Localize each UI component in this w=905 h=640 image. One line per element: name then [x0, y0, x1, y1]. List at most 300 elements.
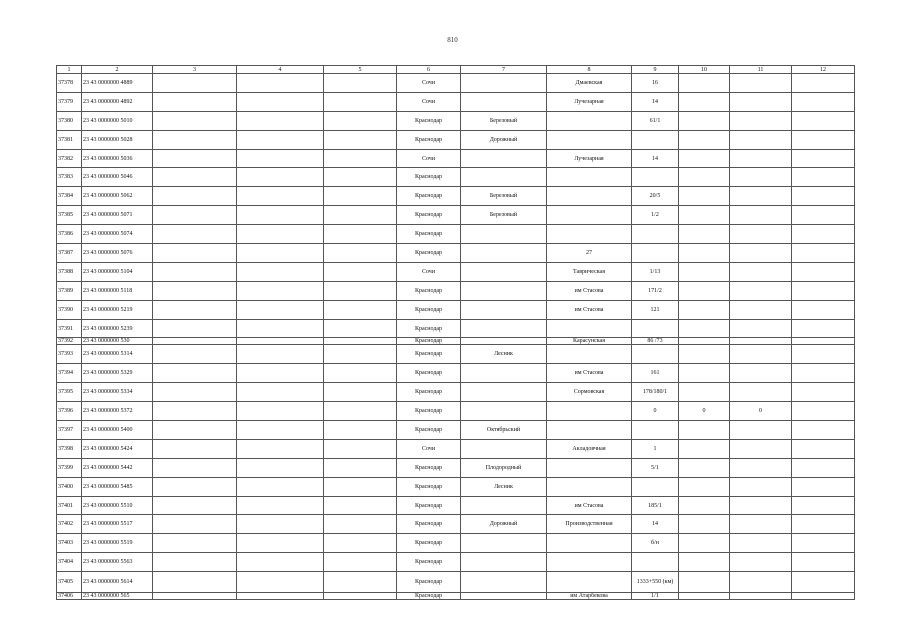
- col-10-cell: [679, 149, 730, 168]
- street-cell: им Стасова: [547, 300, 632, 319]
- district-cell: Октябрьский: [461, 421, 547, 440]
- row-number: 37390: [57, 300, 82, 319]
- col-12-cell: [792, 168, 855, 187]
- col-12-cell: [792, 458, 855, 477]
- street-cell: Производственная: [547, 515, 632, 534]
- col-5-cell: [324, 206, 397, 225]
- district-cell: Лесник: [461, 345, 547, 364]
- table-body: [57, 74, 855, 600]
- col-11-cell: [730, 281, 792, 300]
- col-12-cell: [792, 262, 855, 281]
- house-cell: 86 /73: [632, 338, 679, 345]
- col-5-cell: [324, 92, 397, 111]
- col-5-cell: [324, 345, 397, 364]
- cadastral-number: 23 43 0000000 5485: [82, 477, 153, 496]
- col-4-cell: [237, 572, 324, 593]
- col-12-cell: [792, 439, 855, 458]
- district-cell: Дорожный: [461, 515, 547, 534]
- col-4-cell: [237, 300, 324, 319]
- district-cell: [461, 439, 547, 458]
- district-cell: [461, 225, 547, 244]
- col-3-cell: [153, 300, 237, 319]
- city-cell: Краснодар: [397, 553, 461, 572]
- column-header: 10: [679, 66, 730, 74]
- street-cell: Акладовчная: [547, 439, 632, 458]
- district-cell: [461, 383, 547, 402]
- col-5-cell: [324, 262, 397, 281]
- row-number: 37400: [57, 477, 82, 496]
- col-11-cell: [730, 572, 792, 593]
- col-3-cell: [153, 439, 237, 458]
- table-row: [57, 458, 855, 477]
- row-number: 37394: [57, 364, 82, 383]
- col-4-cell: [237, 439, 324, 458]
- cadastral-number: 23 43 0000000 5071: [82, 206, 153, 225]
- col-12-cell: [792, 92, 855, 111]
- city-cell: Краснодар: [397, 206, 461, 225]
- street-cell: [547, 572, 632, 593]
- col-11-cell: [730, 515, 792, 534]
- city-cell: Краснодар: [397, 477, 461, 496]
- col-5-cell: [324, 421, 397, 440]
- col-10-cell: [679, 364, 730, 383]
- col-4-cell: [237, 149, 324, 168]
- col-12-cell: [792, 534, 855, 553]
- col-3-cell: [153, 402, 237, 421]
- house-cell: 171/2: [632, 281, 679, 300]
- street-cell: [547, 345, 632, 364]
- street-cell: им Атарбекова: [547, 593, 632, 600]
- table-row: [57, 225, 855, 244]
- col-12-cell: [792, 187, 855, 206]
- street-cell: Лучезарная: [547, 149, 632, 168]
- house-cell: 5/1: [632, 458, 679, 477]
- house-cell: [632, 225, 679, 244]
- col-11-cell: [730, 553, 792, 572]
- col-10-cell: [679, 477, 730, 496]
- city-cell: Краснодар: [397, 130, 461, 149]
- row-number: 37402: [57, 515, 82, 534]
- col-4-cell: [237, 281, 324, 300]
- city-cell: Краснодар: [397, 338, 461, 345]
- table-row: [57, 383, 855, 402]
- city-cell: Сочи: [397, 149, 461, 168]
- city-cell: Краснодар: [397, 593, 461, 600]
- cadastral-number: 23 43 0000000 5563: [82, 553, 153, 572]
- col-11-cell: [730, 319, 792, 338]
- row-number: 37406: [57, 593, 82, 600]
- row-number: 37385: [57, 206, 82, 225]
- col-4-cell: [237, 244, 324, 263]
- column-header: 5: [324, 66, 397, 74]
- col-4-cell: [237, 534, 324, 553]
- house-cell: 61/1: [632, 111, 679, 130]
- col-3-cell: [153, 111, 237, 130]
- col-12-cell: [792, 338, 855, 345]
- row-number: 37378: [57, 74, 82, 93]
- col-5-cell: [324, 319, 397, 338]
- table-row: [57, 92, 855, 111]
- street-cell: Карасунская: [547, 338, 632, 345]
- table-row: [57, 496, 855, 515]
- col-5-cell: [324, 553, 397, 572]
- district-cell: [461, 593, 547, 600]
- cadastral-number: 23 43 0000000 5442: [82, 458, 153, 477]
- col-10-cell: [679, 553, 730, 572]
- col-10-cell: [679, 206, 730, 225]
- col-4-cell: [237, 92, 324, 111]
- table-row: [57, 206, 855, 225]
- col-12-cell: [792, 130, 855, 149]
- column-header: 3: [153, 66, 237, 74]
- col-10-cell: [679, 383, 730, 402]
- col-3-cell: [153, 319, 237, 338]
- col-5-cell: [324, 515, 397, 534]
- col-11-cell: [730, 92, 792, 111]
- col-3-cell: [153, 593, 237, 600]
- district-cell: Дорожный: [461, 130, 547, 149]
- col-11-cell: [730, 168, 792, 187]
- col-4-cell: [237, 168, 324, 187]
- col-5-cell: [324, 225, 397, 244]
- column-header: 4: [237, 66, 324, 74]
- column-header: 12: [792, 66, 855, 74]
- house-cell: [632, 421, 679, 440]
- col-5-cell: [324, 338, 397, 345]
- cadastral-number: 23 43 0000000 5239: [82, 319, 153, 338]
- row-number: 37380: [57, 111, 82, 130]
- table-row: [57, 534, 855, 553]
- house-cell: 1333+550 (км): [632, 572, 679, 593]
- col-5-cell: [324, 149, 397, 168]
- cadastral-number: 23 43 0000000 5517: [82, 515, 153, 534]
- col-10-cell: [679, 111, 730, 130]
- row-number: 37383: [57, 168, 82, 187]
- col-10-cell: [679, 281, 730, 300]
- row-number: 37398: [57, 439, 82, 458]
- col-10-cell: [679, 300, 730, 319]
- district-cell: [461, 534, 547, 553]
- col-4-cell: [237, 130, 324, 149]
- col-10-cell: [679, 496, 730, 515]
- cadastral-number: 23 43 0000000 565: [82, 593, 153, 600]
- district-cell: [461, 553, 547, 572]
- district-cell: Березовый: [461, 187, 547, 206]
- col-11-cell: [730, 477, 792, 496]
- city-cell: Краснодар: [397, 300, 461, 319]
- col-11-cell: 0: [730, 402, 792, 421]
- col-10-cell: [679, 74, 730, 93]
- street-cell: Таврическая: [547, 262, 632, 281]
- table-row: [57, 421, 855, 440]
- row-number: 37396: [57, 402, 82, 421]
- col-5-cell: [324, 572, 397, 593]
- house-cell: 14: [632, 92, 679, 111]
- col-3-cell: [153, 458, 237, 477]
- col-10-cell: [679, 534, 730, 553]
- col-11-cell: [730, 244, 792, 263]
- house-cell: [632, 477, 679, 496]
- house-cell: 1/1: [632, 593, 679, 600]
- house-cell: [632, 168, 679, 187]
- house-cell: 14: [632, 149, 679, 168]
- col-11-cell: [730, 534, 792, 553]
- cadastral-number: 23 43 0000000 5219: [82, 300, 153, 319]
- district-cell: [461, 572, 547, 593]
- cadastral-number: 23 43 0000000 5314: [82, 345, 153, 364]
- row-number: 37387: [57, 244, 82, 263]
- table-row: [57, 74, 855, 93]
- city-cell: Сочи: [397, 262, 461, 281]
- house-cell: 1/2: [632, 206, 679, 225]
- street-cell: [547, 130, 632, 149]
- city-cell: Краснодар: [397, 364, 461, 383]
- cadastral-number: 23 43 0000000 4892: [82, 92, 153, 111]
- col-11-cell: [730, 225, 792, 244]
- city-cell: Краснодар: [397, 402, 461, 421]
- col-3-cell: [153, 345, 237, 364]
- col-12-cell: [792, 496, 855, 515]
- city-cell: Краснодар: [397, 187, 461, 206]
- table-row: [57, 262, 855, 281]
- col-12-cell: [792, 421, 855, 440]
- cadastral-number: 23 43 0000000 5010: [82, 111, 153, 130]
- col-3-cell: [153, 244, 237, 263]
- col-3-cell: [153, 383, 237, 402]
- col-10-cell: [679, 262, 730, 281]
- col-3-cell: [153, 281, 237, 300]
- table-row: [57, 130, 855, 149]
- table-row: [57, 244, 855, 263]
- house-cell: 121: [632, 300, 679, 319]
- col-12-cell: [792, 319, 855, 338]
- row-number: 37397: [57, 421, 82, 440]
- col-10-cell: 0: [679, 402, 730, 421]
- district-cell: [461, 319, 547, 338]
- house-cell: 1: [632, 439, 679, 458]
- col-4-cell: [237, 383, 324, 402]
- district-cell: [461, 281, 547, 300]
- col-10-cell: [679, 92, 730, 111]
- page-number: 810: [447, 36, 458, 44]
- row-number: 37403: [57, 534, 82, 553]
- col-5-cell: [324, 496, 397, 515]
- col-10-cell: [679, 421, 730, 440]
- house-cell: 1/13: [632, 262, 679, 281]
- col-11-cell: [730, 300, 792, 319]
- house-cell: 178/180/1: [632, 383, 679, 402]
- column-header: 1: [57, 66, 82, 74]
- district-cell: [461, 364, 547, 383]
- district-cell: [461, 300, 547, 319]
- row-number: 37393: [57, 345, 82, 364]
- table-row: [57, 319, 855, 338]
- column-header: 11: [730, 66, 792, 74]
- col-12-cell: [792, 225, 855, 244]
- col-10-cell: [679, 130, 730, 149]
- cadastral-number: 23 43 0000000 5076: [82, 244, 153, 263]
- street-cell: [547, 187, 632, 206]
- house-cell: 20/5: [632, 187, 679, 206]
- column-header: 6: [397, 66, 461, 74]
- cadastral-number: 23 43 0000000 5074: [82, 225, 153, 244]
- col-3-cell: [153, 206, 237, 225]
- row-number: 37389: [57, 281, 82, 300]
- street-cell: [547, 402, 632, 421]
- col-3-cell: [153, 364, 237, 383]
- col-10-cell: [679, 338, 730, 345]
- cadastral-number: 23 43 0000000 5028: [82, 130, 153, 149]
- col-4-cell: [237, 477, 324, 496]
- col-12-cell: [792, 477, 855, 496]
- col-10-cell: [679, 345, 730, 364]
- table-row: [57, 593, 855, 600]
- row-number: 37379: [57, 92, 82, 111]
- col-4-cell: [237, 515, 324, 534]
- col-10-cell: [679, 572, 730, 593]
- street-cell: им Стасова: [547, 281, 632, 300]
- street-cell: 27: [547, 244, 632, 263]
- house-cell: 16: [632, 74, 679, 93]
- column-header: 8: [547, 66, 632, 74]
- column-header: 9: [632, 66, 679, 74]
- col-5-cell: [324, 593, 397, 600]
- col-3-cell: [153, 553, 237, 572]
- col-12-cell: [792, 149, 855, 168]
- cadastral-number: 23 43 0000000 5046: [82, 168, 153, 187]
- street-cell: [547, 553, 632, 572]
- cadastral-number: 23 43 0000000 5614: [82, 572, 153, 593]
- district-cell: [461, 92, 547, 111]
- cadastral-number: 23 43 0000000 5334: [82, 383, 153, 402]
- table-header-row: [57, 66, 855, 74]
- col-4-cell: [237, 206, 324, 225]
- column-header: 7: [461, 66, 547, 74]
- col-3-cell: [153, 92, 237, 111]
- col-12-cell: [792, 111, 855, 130]
- city-cell: Сочи: [397, 92, 461, 111]
- row-number: 37388: [57, 262, 82, 281]
- cadastral-number: 23 43 0000000 5036: [82, 149, 153, 168]
- col-11-cell: [730, 421, 792, 440]
- house-cell: 185/1: [632, 496, 679, 515]
- col-10-cell: [679, 458, 730, 477]
- city-cell: Краснодар: [397, 515, 461, 534]
- col-11-cell: [730, 149, 792, 168]
- col-12-cell: [792, 515, 855, 534]
- col-11-cell: [730, 496, 792, 515]
- city-cell: Краснодар: [397, 572, 461, 593]
- cadastral-number: 23 43 0000000 5519: [82, 534, 153, 553]
- col-11-cell: [730, 187, 792, 206]
- col-3-cell: [153, 421, 237, 440]
- table-row: [57, 515, 855, 534]
- district-cell: Лесник: [461, 477, 547, 496]
- row-number: 37386: [57, 225, 82, 244]
- col-11-cell: [730, 383, 792, 402]
- cadastral-number: 23 43 0000000 5424: [82, 439, 153, 458]
- table-row: [57, 187, 855, 206]
- col-4-cell: [237, 319, 324, 338]
- house-cell: [632, 244, 679, 263]
- col-11-cell: [730, 338, 792, 345]
- district-cell: [461, 149, 547, 168]
- col-4-cell: [237, 402, 324, 421]
- col-4-cell: [237, 496, 324, 515]
- col-11-cell: [730, 345, 792, 364]
- col-11-cell: [730, 111, 792, 130]
- row-number: 37401: [57, 496, 82, 515]
- col-3-cell: [153, 477, 237, 496]
- col-11-cell: [730, 593, 792, 600]
- col-3-cell: [153, 74, 237, 93]
- cadastral-number: 23 43 0000000 530: [82, 338, 153, 345]
- col-10-cell: [679, 319, 730, 338]
- house-cell: [632, 319, 679, 338]
- col-4-cell: [237, 553, 324, 572]
- city-cell: Краснодар: [397, 225, 461, 244]
- street-cell: [547, 458, 632, 477]
- city-cell: Краснодар: [397, 168, 461, 187]
- table-row: [57, 338, 855, 345]
- street-cell: им Стасова: [547, 496, 632, 515]
- col-10-cell: [679, 439, 730, 458]
- street-cell: им Стасова: [547, 364, 632, 383]
- col-5-cell: [324, 383, 397, 402]
- district-cell: [461, 262, 547, 281]
- table-row: [57, 149, 855, 168]
- table-row: [57, 281, 855, 300]
- col-4-cell: [237, 74, 324, 93]
- street-cell: Лучезарная: [547, 92, 632, 111]
- col-12-cell: [792, 300, 855, 319]
- street-cell: [547, 168, 632, 187]
- row-number: 37381: [57, 130, 82, 149]
- street-cell: [547, 225, 632, 244]
- row-number: 37399: [57, 458, 82, 477]
- col-5-cell: [324, 244, 397, 263]
- city-cell: Краснодар: [397, 111, 461, 130]
- street-cell: [547, 421, 632, 440]
- city-cell: Краснодар: [397, 244, 461, 263]
- col-12-cell: [792, 345, 855, 364]
- district-cell: Березовый: [461, 111, 547, 130]
- col-4-cell: [237, 421, 324, 440]
- col-10-cell: [679, 187, 730, 206]
- col-3-cell: [153, 534, 237, 553]
- col-11-cell: [730, 439, 792, 458]
- city-cell: Сочи: [397, 439, 461, 458]
- cadastral-number: 23 43 0000000 5118: [82, 281, 153, 300]
- house-cell: 0: [632, 402, 679, 421]
- district-cell: [461, 244, 547, 263]
- col-10-cell: [679, 244, 730, 263]
- col-10-cell: [679, 515, 730, 534]
- house-cell: [632, 345, 679, 364]
- city-cell: Краснодар: [397, 421, 461, 440]
- row-number: 37404: [57, 553, 82, 572]
- col-3-cell: [153, 496, 237, 515]
- col-11-cell: [730, 262, 792, 281]
- cadastral-number: 23 43 0000000 5400: [82, 421, 153, 440]
- col-10-cell: [679, 225, 730, 244]
- street-cell: [547, 534, 632, 553]
- col-4-cell: [237, 225, 324, 244]
- cadastral-number: 23 43 0000000 5104: [82, 262, 153, 281]
- house-cell: 14: [632, 515, 679, 534]
- col-5-cell: [324, 168, 397, 187]
- col-12-cell: [792, 364, 855, 383]
